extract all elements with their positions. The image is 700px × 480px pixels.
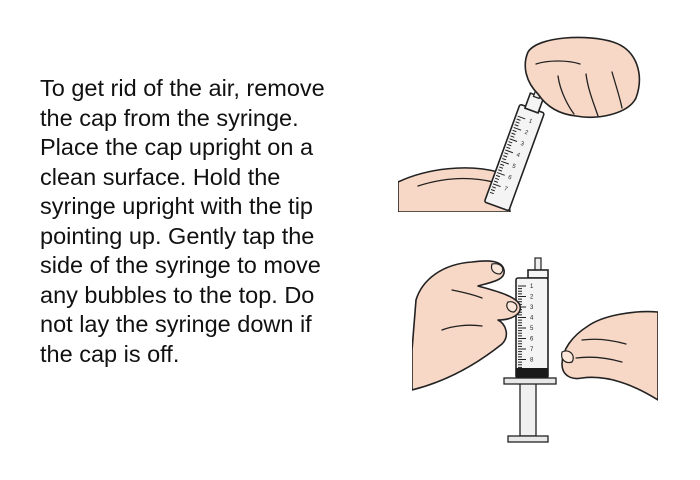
tap-syringe-illustration <box>412 240 658 454</box>
upright-syringe <box>504 258 556 442</box>
holding-hand <box>562 312 658 400</box>
scale-number: 7 <box>530 347 534 353</box>
scale-number: 8 <box>530 357 534 364</box>
scale-number: 7 <box>503 186 509 193</box>
scale-number: 1 <box>530 284 534 290</box>
scale-number: 5 <box>530 326 534 332</box>
scale-number: 1 <box>527 118 533 126</box>
scale-number: 4 <box>530 315 534 322</box>
scale-number: 6 <box>530 336 534 343</box>
upper-fist <box>525 37 639 117</box>
remove-cap-illustration <box>398 36 650 212</box>
scale-number: 5 <box>511 163 517 171</box>
scale-number: 3 <box>519 140 525 148</box>
scale-number: 4 <box>515 152 521 160</box>
instruction-text: To get rid of the air, remove the cap from the syringe. Place the cap upright on a clean surface. Hold the syringe upright with the tip pointing up. Gently tap the side of the syringe to move any bubbles to the top. Do not lay the syringe down if the cap is off. <box>40 75 325 367</box>
scale-number: 2 <box>523 129 529 137</box>
scale-number: 6 <box>507 174 513 182</box>
scale-number: 2 <box>530 294 534 301</box>
scale-number: 3 <box>530 305 534 311</box>
